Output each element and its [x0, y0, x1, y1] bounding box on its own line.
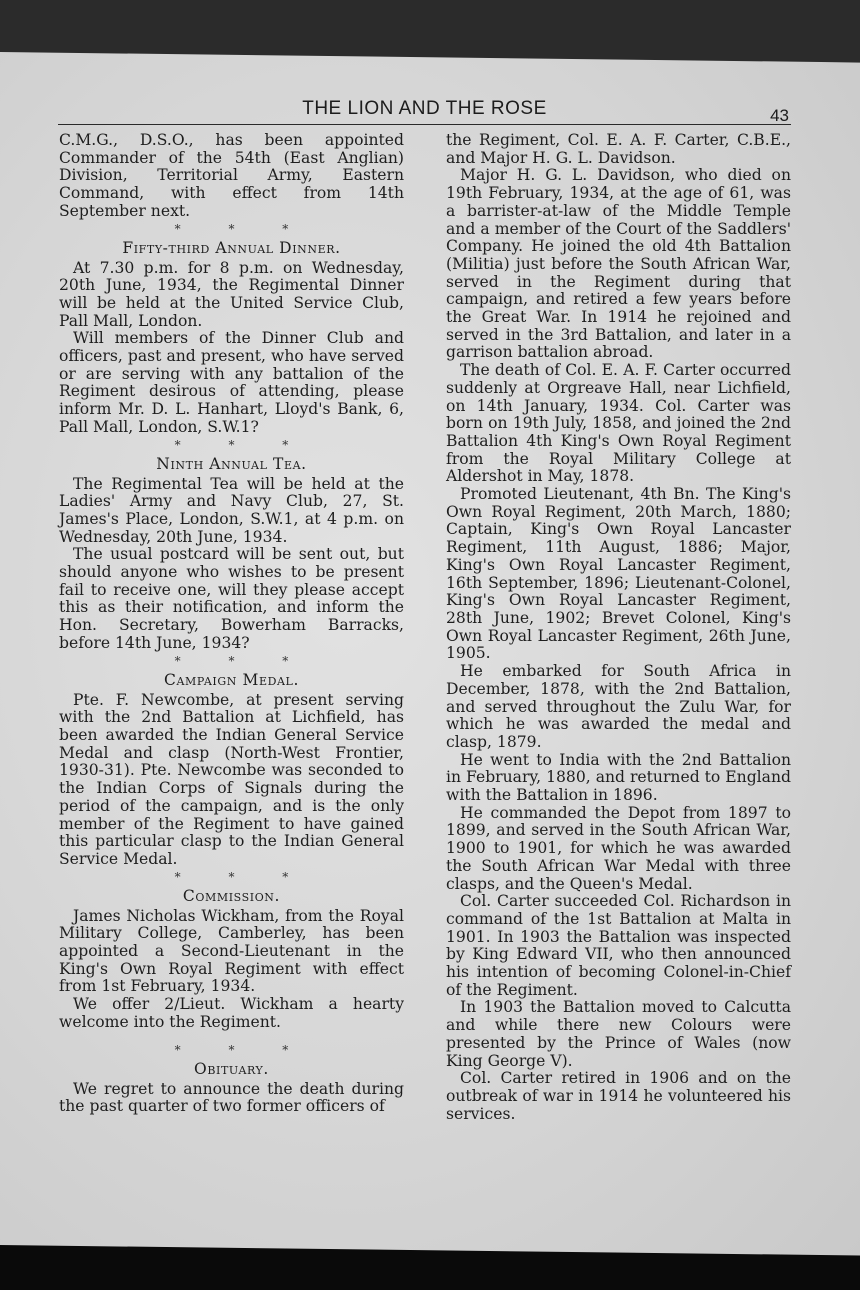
paragraph: The death of Col. E. A. F. Carter occurred suddenly at Orgreave Hall, near Lichfield, on 14th January, 1934. Col. Carter was born on 19th July, 1858, and joined the 2nd Battalion 4th King's Own Royal Regiment from the Royal Military College at Aldershot in May, 1878. — [446, 361, 791, 486]
section-heading-tea: Ninth Annual Tea. — [156, 454, 307, 473]
paragraph: He commanded the Depot from 1897 to 1899, and served in the South African War, 1900 to 1901, for which he was awarded the South African War Medal with three clasps, and the Queen's Medal. — [446, 803, 791, 893]
paragraph: In 1903 the Battalion moved to Calcutta and while there new Colours were presented by the Prince of Wales (now King George V). — [446, 998, 791, 1070]
page-number: 43 — [770, 106, 789, 125]
section-heading-obituary: Obituary. — [194, 1059, 269, 1078]
paragraph: He went to India with the 2nd Battalion in February, 1880, and returned to England with the Battalion in 1896. — [446, 750, 791, 805]
paragraph: James Nicholas Wickham, from the Royal Military College, Camberley, has been appointed a Second-Lieutenant in the King's Own Royal Regiment with effect from 1st February, 1934. — [59, 906, 404, 996]
section-separator: * * * — [174, 869, 311, 884]
section-separator: * * * — [174, 1042, 311, 1057]
section-heading-dinner: Fifty-third Annual Dinner. — [122, 238, 341, 257]
paragraph: Will members of the Dinner Club and officers, past and present, who have served or are serving with any battalion of the Regiment desirous of attending, please inform Mr. D. L. Hanhart, Lloyd's Bank, 6, Pall Mall, London, S.W.1? — [59, 329, 404, 436]
book-page — [0, 52, 860, 1256]
paragraph: Col. Carter succeeded Col. Richardson in command of the 1st Battalion at Malta in 1901. In 1903 the Battalion was inspected by King Edward VII, who then announced his intention of becoming Colonel-in-Chief of the Regiment. — [446, 892, 791, 999]
paragraph: The usual postcard will be sent out, but should anyone who wishes to be present fail to receive one, will they please accept this as their notification, and inform the Hon. Secretary, Bowerham Barracks, before 14th June, 1934? — [59, 545, 404, 652]
paragraph: We offer 2/Lieut. Wickham a hearty welcome into the Regiment. — [59, 995, 404, 1031]
paragraph: Pte. F. Newcombe, at present serving with the 2nd Battalion at Lichfield, has been awarded the Indian General Service Medal and clasp (North-West Frontier, 1930-31). Pte. Newcombe was seconded to the Indian Corps of Signals during the period of the campaign, and is the only member of the Regiment to have gained this particular clasp to the Indian General Service Medal. — [59, 690, 404, 868]
section-heading-commission: Commission. — [182, 886, 281, 905]
paragraph: He embarked for South Africa in December, 1878, with the 2nd Battalion, and served throughout the Zulu War, for which he was awarded the medal and clasp, 1879. — [446, 662, 791, 751]
section-separator: * * * — [174, 221, 311, 236]
paragraph: We regret to announce the death during the past quarter of two former officers of — [59, 1079, 404, 1116]
section-separator: * * * — [174, 437, 311, 452]
page-header — [58, 94, 791, 125]
running-title: THE LION AND THE ROSE — [302, 98, 547, 119]
paragraph: The Regimental Tea will be held at the Ladies' Army and Navy Club, 27, St. James's Place, London, S.W.1, at 4 p.m. on Wednesday, 20th June, 1934. — [59, 474, 404, 546]
section-heading-campaign-medal: Campaign Medal. — [164, 670, 299, 689]
right-column — [446, 132, 791, 1123]
section-separator: * * * — [174, 653, 311, 668]
paragraph: Promoted Lieutenant, 4th Bn. The King's Own Royal Regiment, 20th March, 1880; Captain, King's Own Royal Lancaster Regiment, 11th August, 1886; Major, King's Own Royal Lancaster Regiment, 16th September, 1896; Lieutenant-Colonel, King's Own Royal Lancaster Regiment, 28th June, 1902; Brevet Colonel, King's Own Royal Lancaster Regiment, 26th June, 1905. — [446, 485, 791, 663]
paragraph: Major H. G. L. Davidson, who died on 19th February, 1934, at the age of 61, was a barrister-at-law of the Middle Temple and a member of the Court of the Saddlers' Company. He joined the old 4th Battalion (Militia) just before the South African War, served in the Regiment during that campaign, and retired a few years before the Great War. In 1914 he rejoined and served in the 3rd Battalion, and later in a garrison battalion abroad. — [446, 166, 791, 362]
left-column — [59, 132, 404, 1116]
paragraph: the Regiment, Col. E. A. F. Carter, C.B.E., and Major H. G. L. Davidson. — [446, 131, 791, 167]
paragraph: At 7.30 p.m. for 8 p.m. on Wednesday, 20th June, 1934, the Regimental Dinner will be held at the United Service Club, Pall Mall, London. — [59, 258, 404, 330]
intro-paragraph: C.M.G., D.S.O., has been appointed Commander of the 54th (East Anglian) Division, Territorial Army, Eastern Command, with effect from 14th September next. — [59, 131, 404, 220]
paragraph: Col. Carter retired in 1906 and on the outbreak of war in 1914 he volunteered his services. — [446, 1069, 791, 1123]
